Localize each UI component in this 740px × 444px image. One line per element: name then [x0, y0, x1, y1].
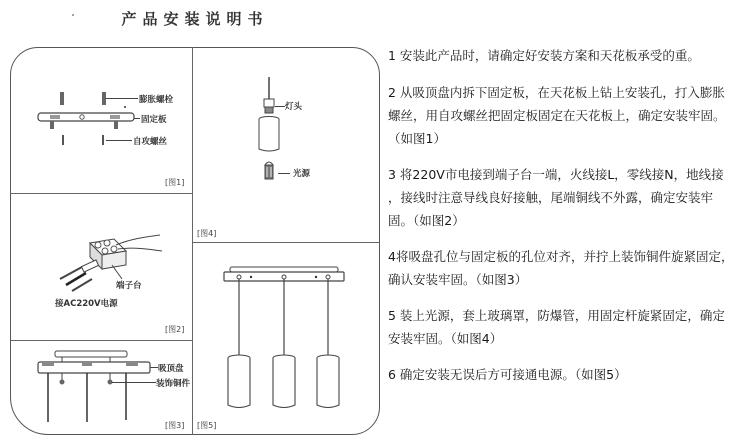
figure-4-panel	[192, 47, 380, 242]
step-2: 2 从吸顶盘内拆下固定板，在天花板上钻上安装孔，打入膨胀螺丝，用自攻螺丝把固定板固定在天花板上，确定安装牢固。（如图1）	[388, 85, 726, 146]
assembled-pendant-diagram	[192, 242, 380, 435]
callout-ceiling-canopy: 吸顶盘	[158, 364, 184, 374]
figure-5-panel	[192, 242, 380, 435]
leader-line	[275, 106, 285, 107]
leader-line	[106, 98, 138, 99]
scan-speck	[72, 14, 74, 16]
callout-lamp-holder: 灯头	[285, 102, 303, 112]
step-1: 1 安装此产品时，请确定好安装方案和天花板承受的重。	[388, 48, 700, 63]
callout-self-tapping-screw: 自攻螺丝	[133, 137, 168, 147]
step-5: 5 装上光源，套上玻璃罩，防爆管，用固定杆旋紧固定，确定安装牢固。（如图4）	[388, 308, 725, 346]
callout-light-source: 光源	[293, 169, 311, 179]
figure-1-panel	[10, 47, 193, 193]
step-4: 4将吸盘孔位与固定板的孔位对齐，并拧上装饰铜件旋紧固定，确认安装牢固。（如图3）	[388, 249, 734, 287]
figure-2-label: [图2]	[165, 325, 185, 334]
step-6: 6 确定安装无误后方可接通电源。（如图5）	[388, 367, 627, 382]
figure-3-label: [图3]	[165, 421, 185, 430]
leader-line	[112, 382, 156, 383]
instruction-steps	[388, 44, 734, 399]
callout-decorative-copper-nut: 装饰铜件	[156, 379, 191, 389]
callout-expansion-bolt: 膨胀螺栓	[139, 95, 174, 105]
figure-2-panel	[10, 193, 193, 340]
leader-line	[278, 173, 290, 174]
step-3: 3 将220V市电接到端子台一端，火线接L，零线接N，地线接 ，接线时注意导线良好接触，尾端铜线不外露，确定安装牢固。（如图2）	[388, 167, 724, 228]
figure-5-label: [图5]	[197, 421, 217, 430]
figure-1-label: [图1]	[165, 178, 185, 187]
figure-4-label: [图4]	[197, 229, 217, 238]
leader-line	[106, 140, 132, 141]
terminal-block-diagram	[10, 193, 193, 340]
page-title: 产品安装说明书	[121, 10, 269, 28]
leader-line	[134, 118, 140, 119]
leader-line	[150, 367, 158, 368]
callout-ac220v-input: 接AC220V电源	[55, 299, 118, 309]
lamp-components-diagram	[192, 47, 380, 242]
callout-fixing-plate: 固定板	[141, 115, 167, 125]
callout-terminal-block: 端子台	[116, 281, 142, 291]
figure-3-panel	[10, 340, 193, 435]
